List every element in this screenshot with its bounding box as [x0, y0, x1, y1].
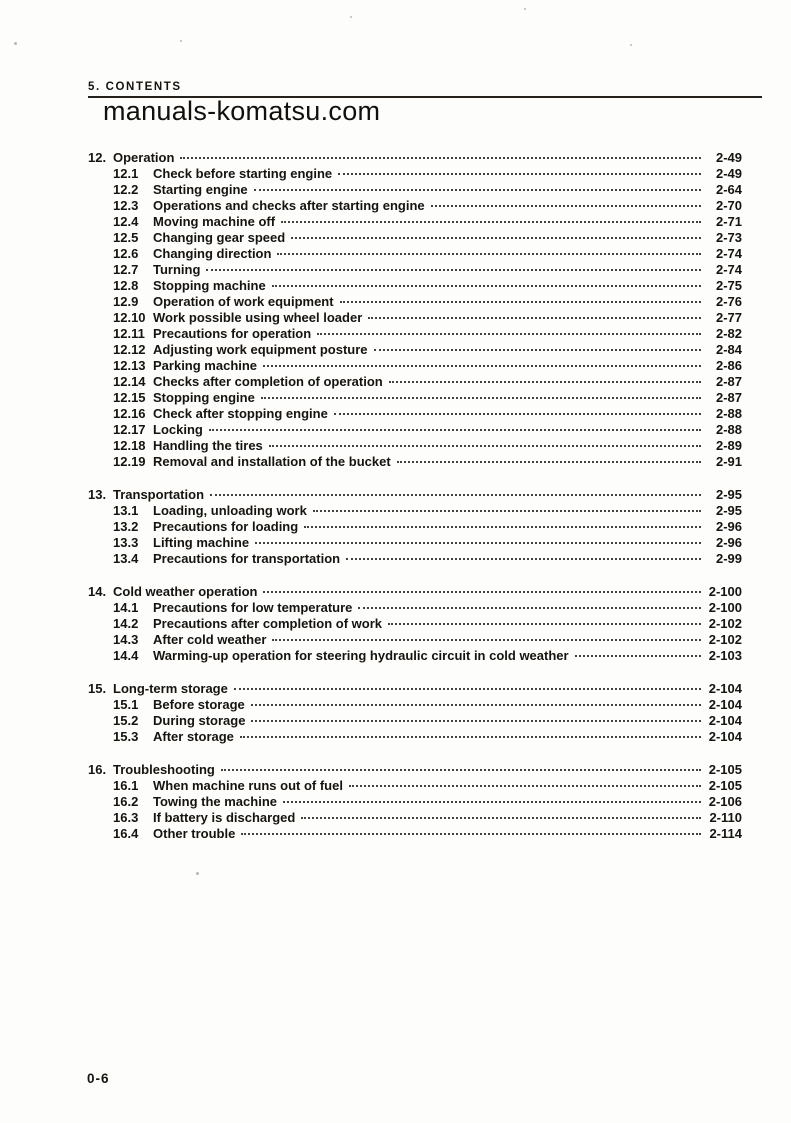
toc-entry-page: 2-100 — [708, 600, 742, 615]
toc-entry-number: 12.19 — [113, 454, 146, 469]
toc-entry-title: Operation — [113, 150, 175, 165]
toc-item-row — [88, 616, 742, 632]
toc-entry-page: 2-104 — [708, 729, 742, 744]
toc-section-row — [88, 584, 742, 600]
dot-leader — [340, 301, 701, 303]
toc-entry-number: 14.4 — [113, 648, 139, 663]
toc-entry-page: 2-74 — [715, 246, 742, 261]
toc-entry-title: Precautions for transportation — [153, 551, 341, 566]
dot-leader — [209, 429, 701, 431]
toc-entry-page: 2-110 — [709, 810, 742, 825]
toc-item-row — [88, 214, 742, 230]
toc-entry-number: 15.1 — [113, 697, 139, 712]
toc-item-row — [88, 342, 742, 358]
toc-entry-number: 12.10 — [113, 310, 146, 325]
dot-leader — [283, 801, 701, 803]
scan-speck — [350, 16, 352, 18]
toc-item-row — [88, 390, 742, 406]
toc-entry-title: Before storage — [153, 697, 245, 712]
toc-item-row — [88, 697, 742, 713]
dot-leader — [263, 365, 701, 367]
toc-entry-page: 2-84 — [715, 342, 742, 357]
dot-leader — [334, 413, 701, 415]
toc-entry-number: 12.9 — [113, 294, 139, 309]
dot-leader — [575, 655, 701, 657]
toc-entry-page: 2-96 — [715, 519, 742, 534]
dot-leader — [358, 607, 701, 609]
toc-entry-number: 16. — [88, 762, 107, 777]
dot-leader — [281, 221, 701, 223]
table-of-contents — [88, 150, 742, 842]
toc-entry-title: Check before starting engine — [153, 166, 333, 181]
toc-item-row — [88, 246, 742, 262]
dot-leader — [291, 237, 701, 239]
toc-entry-number: 12.18 — [113, 438, 146, 453]
toc-entry-number: 16.1 — [113, 778, 139, 793]
dot-leader — [254, 189, 701, 191]
toc-entry-number: 14.3 — [113, 632, 139, 647]
toc-entry-page: 2-49 — [715, 150, 742, 165]
toc-entry-number: 12.6 — [113, 246, 139, 261]
toc-entry-page: 2-86 — [715, 358, 742, 373]
toc-item-row — [88, 810, 742, 826]
toc-entry-title: Towing the machine — [153, 794, 277, 809]
toc-entry-number: 12.15 — [113, 390, 146, 405]
toc-entry-number: 12.12 — [113, 342, 146, 357]
toc-entry-title: Long-term storage — [113, 681, 228, 696]
toc-item-row — [88, 632, 742, 648]
page-number: 0-6 — [87, 1071, 110, 1086]
toc-item-row — [88, 198, 742, 214]
toc-entry-title: Other trouble — [153, 826, 236, 841]
toc-section-row — [88, 487, 742, 503]
toc-entry-title: Precautions after completion of work — [153, 616, 382, 631]
toc-item-row — [88, 374, 742, 390]
toc-entry-title: Precautions for low temperature — [153, 600, 353, 615]
toc-section-row — [88, 762, 742, 778]
toc-entry-page: 2-74 — [715, 262, 742, 277]
toc-entry-page: 2-49 — [715, 166, 742, 181]
toc-entry-title: When machine runs out of fuel — [153, 778, 343, 793]
toc-section — [88, 487, 742, 567]
toc-entry-page: 2-76 — [715, 294, 742, 309]
toc-item-row — [88, 713, 742, 729]
toc-entry-number: 14.1 — [113, 600, 139, 615]
toc-entry-page: 2-106 — [708, 794, 742, 809]
toc-entry-page: 2-91 — [715, 454, 742, 469]
watermark-text: manuals-komatsu.com — [103, 96, 381, 126]
toc-entry-title: Checks after completion of operation — [153, 374, 383, 389]
toc-section — [88, 150, 742, 470]
toc-item-row — [88, 648, 742, 664]
dot-leader — [269, 445, 701, 447]
toc-entry-page: 2-71 — [715, 214, 742, 229]
toc-entry-number: 12.11 — [113, 326, 145, 341]
contents-header-label: 5. CONTENTS — [88, 81, 182, 93]
toc-entry-number: 15.3 — [113, 729, 139, 744]
toc-entry-title: Operations and checks after starting engine — [153, 198, 425, 213]
dot-leader — [349, 785, 701, 787]
toc-entry-page: 2-102 — [708, 616, 742, 631]
toc-entry-page: 2-105 — [708, 762, 742, 777]
toc-entry-title: Moving machine off — [153, 214, 276, 229]
toc-entry-page: 2-87 — [715, 374, 742, 389]
toc-entry-number: 16.4 — [113, 826, 139, 841]
scan-speck — [196, 872, 199, 875]
dot-leader — [374, 349, 701, 351]
toc-entry-number: 12.16 — [113, 406, 146, 421]
toc-entry-title: Removal and installation of the bucket — [153, 454, 391, 469]
toc-entry-title: Operation of work equipment — [153, 294, 334, 309]
toc-entry-page: 2-70 — [715, 198, 742, 213]
toc-entry-page: 2-87 — [715, 390, 742, 405]
dot-leader — [431, 205, 701, 207]
toc-item-row — [88, 826, 742, 842]
toc-entry-title: Starting engine — [153, 182, 248, 197]
dot-leader — [251, 720, 701, 722]
toc-entry-page: 2-77 — [715, 310, 742, 325]
toc-section-row — [88, 150, 742, 166]
toc-item-row — [88, 294, 742, 310]
toc-entry-number: 12.7 — [113, 262, 139, 277]
toc-entry-number: 12.5 — [113, 230, 139, 245]
toc-item-row — [88, 310, 742, 326]
toc-item-row — [88, 519, 742, 535]
contents-header-rule — [88, 77, 762, 98]
toc-entry-title: Changing direction — [153, 246, 272, 261]
toc-entry-title: Check after stopping engine — [153, 406, 328, 421]
dot-leader — [317, 333, 701, 335]
toc-entry-page: 2-75 — [715, 278, 742, 293]
toc-entry-title: Stopping engine — [153, 390, 255, 405]
toc-item-row — [88, 600, 742, 616]
dot-leader — [234, 688, 701, 690]
toc-entry-page: 2-95 — [715, 487, 742, 502]
toc-item-row — [88, 535, 742, 551]
toc-entry-page: 2-88 — [715, 422, 742, 437]
dot-leader — [301, 817, 701, 819]
dot-leader — [313, 510, 701, 512]
toc-entry-page: 2-95 — [715, 503, 742, 518]
toc-entry-title: Parking machine — [153, 358, 258, 373]
toc-entry-number: 15.2 — [113, 713, 139, 728]
scan-speck — [180, 40, 182, 42]
toc-item-row — [88, 551, 742, 567]
toc-entry-number: 12.8 — [113, 278, 139, 293]
toc-entry-page: 2-105 — [708, 778, 742, 793]
toc-section — [88, 762, 742, 842]
scan-speck — [14, 42, 17, 45]
toc-entry-page: 2-99 — [715, 551, 742, 566]
toc-entry-page: 2-89 — [715, 438, 742, 453]
toc-entry-title: Warming-up operation for steering hydraulic circuit in cold weather — [153, 648, 569, 663]
toc-entry-page: 2-103 — [708, 648, 742, 663]
toc-entry-number: 12.4 — [113, 214, 139, 229]
toc-entry-number: 13.3 — [113, 535, 139, 550]
dot-leader — [346, 558, 701, 560]
toc-entry-page: 2-114 — [709, 826, 742, 841]
toc-entry-title: Loading, unloading work — [153, 503, 307, 518]
scan-speck — [524, 8, 526, 10]
toc-entry-page: 2-82 — [715, 326, 742, 341]
dot-leader — [240, 736, 701, 738]
toc-entry-title: Changing gear speed — [153, 230, 286, 245]
dot-leader — [263, 591, 701, 593]
toc-entry-number: 14.2 — [113, 616, 139, 631]
toc-item-row — [88, 503, 742, 519]
toc-entry-number: 12.17 — [113, 422, 146, 437]
dot-leader — [272, 285, 701, 287]
toc-item-row — [88, 358, 742, 374]
dot-leader — [251, 704, 701, 706]
dot-leader — [180, 157, 701, 159]
toc-entry-number: 13. — [88, 487, 107, 502]
toc-entry-number: 12.3 — [113, 198, 139, 213]
dot-leader — [206, 269, 701, 271]
toc-item-row — [88, 438, 742, 454]
toc-entry-title: Handling the tires — [153, 438, 263, 453]
dot-leader — [368, 317, 701, 319]
toc-entry-number: 12. — [88, 150, 107, 165]
toc-entry-number: 12.14 — [113, 374, 146, 389]
dot-leader — [338, 173, 701, 175]
toc-entry-title: Lifting machine — [153, 535, 250, 550]
dot-leader — [261, 397, 701, 399]
toc-entry-title: Precautions for operation — [153, 326, 312, 341]
toc-entry-number: 12.1 — [113, 166, 139, 181]
toc-entry-number: 12.2 — [113, 182, 139, 197]
toc-item-row — [88, 230, 742, 246]
toc-entry-number: 12.13 — [113, 358, 146, 373]
toc-entry-page: 2-104 — [708, 697, 742, 712]
toc-item-row — [88, 794, 742, 810]
toc-entry-title: After storage — [153, 729, 234, 744]
dot-leader — [304, 526, 701, 528]
toc-entry-number: 16.2 — [113, 794, 139, 809]
toc-section — [88, 584, 742, 664]
toc-entry-page: 2-88 — [715, 406, 742, 421]
toc-entry-title: Stopping machine — [153, 278, 266, 293]
toc-entry-number: 16.3 — [113, 810, 139, 825]
toc-entry-page: 2-73 — [715, 230, 742, 245]
toc-item-row — [88, 182, 742, 198]
toc-item-row — [88, 166, 742, 182]
scan-speck — [630, 44, 632, 46]
toc-entry-title: Precautions for loading — [153, 519, 299, 534]
toc-entry-number: 13.1 — [113, 503, 139, 518]
toc-entry-number: 13.4 — [113, 551, 139, 566]
toc-item-row — [88, 326, 742, 342]
toc-entry-page: 2-104 — [708, 713, 742, 728]
dot-leader — [272, 639, 701, 641]
toc-entry-page: 2-100 — [708, 584, 742, 599]
toc-entry-title: After cold weather — [153, 632, 267, 647]
dot-leader — [277, 253, 701, 255]
dot-leader — [241, 833, 701, 835]
dot-leader — [255, 542, 701, 544]
toc-entry-title: During storage — [153, 713, 246, 728]
dot-leader — [221, 769, 701, 771]
toc-section — [88, 681, 742, 745]
dot-leader — [210, 494, 701, 496]
toc-entry-page: 2-102 — [708, 632, 742, 647]
toc-item-row — [88, 262, 742, 278]
toc-entry-title: Adjusting work equipment posture — [153, 342, 368, 357]
toc-item-row — [88, 729, 742, 745]
toc-entry-title: Work possible using wheel loader — [153, 310, 363, 325]
toc-item-row — [88, 454, 742, 470]
toc-entry-page: 2-64 — [715, 182, 742, 197]
toc-entry-page: 2-104 — [708, 681, 742, 696]
toc-entry-number: 15. — [88, 681, 107, 696]
toc-entry-title: Locking — [153, 422, 203, 437]
toc-item-row — [88, 278, 742, 294]
toc-section-row — [88, 681, 742, 697]
dot-leader — [397, 461, 701, 463]
toc-entry-title: Cold weather operation — [113, 584, 258, 599]
dot-leader — [388, 623, 701, 625]
toc-item-row — [88, 778, 742, 794]
toc-entry-number: 14. — [88, 584, 107, 599]
dot-leader — [389, 381, 701, 383]
toc-entry-page: 2-96 — [715, 535, 742, 550]
toc-item-row — [88, 422, 742, 438]
toc-entry-title: If battery is discharged — [153, 810, 296, 825]
toc-item-row — [88, 406, 742, 422]
toc-entry-title: Troubleshooting — [113, 762, 215, 777]
toc-entry-title: Transportation — [113, 487, 205, 502]
toc-entry-number: 13.2 — [113, 519, 139, 534]
toc-entry-title: Turning — [153, 262, 201, 277]
